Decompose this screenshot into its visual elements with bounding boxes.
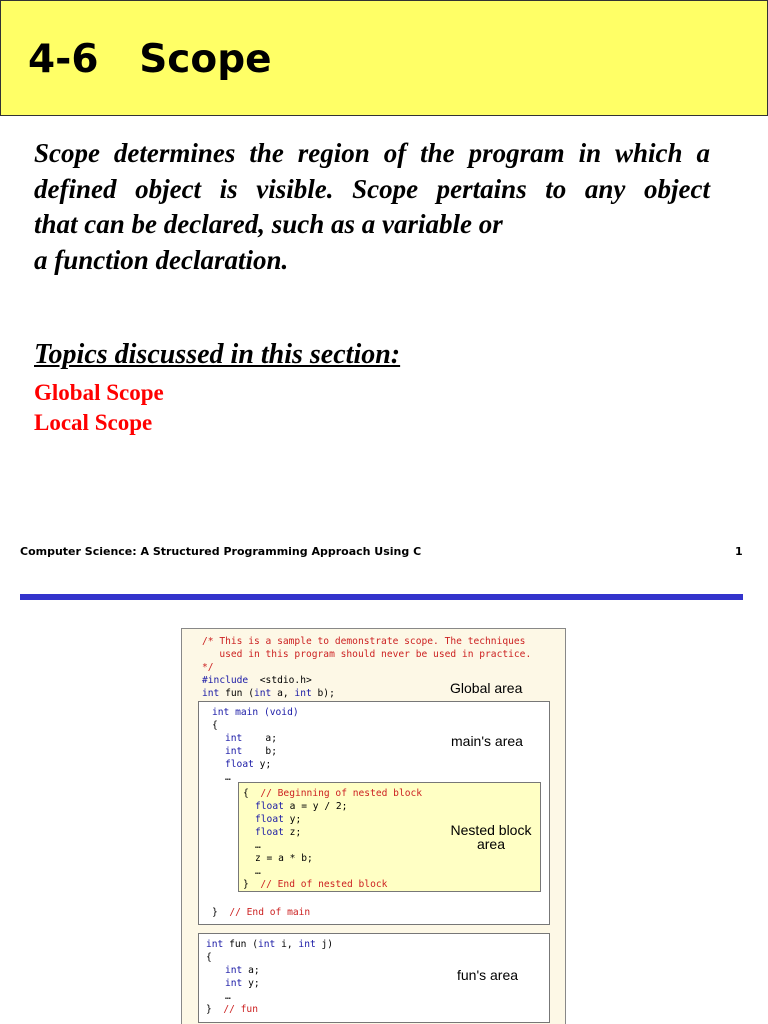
intro-line-1: Scope determines the region of the program in which a — [34, 138, 710, 168]
code-token: int — [225, 733, 243, 744]
divider-rule — [20, 594, 743, 600]
code-prototype-line — [202, 687, 335, 700]
code-token: } — [206, 1004, 212, 1015]
code-token: float — [255, 827, 284, 838]
code-token: y; — [253, 759, 272, 770]
scope-figure — [181, 628, 566, 1024]
global-area-label: Global area — [450, 680, 523, 696]
intro-line-4: a function declaration. — [34, 244, 289, 275]
code-token: } — [243, 879, 249, 890]
fun-area-label: fun's area — [457, 967, 519, 983]
code-token: fun ( — [223, 939, 258, 950]
code-token: a = y / 2; — [283, 801, 348, 812]
code-token: int — [206, 939, 224, 950]
code-main-signature: int main (void) — [212, 707, 299, 718]
code-token: fun ( — [219, 688, 254, 699]
footer-book-title: Computer Science: A Structured Programming Approach Using C — [20, 545, 422, 558]
code-token: j) — [315, 939, 334, 950]
topic-local-scope: Local Scope — [34, 410, 153, 435]
code-fun-signature — [206, 938, 333, 951]
code-nested-ellipsis-2: … — [255, 866, 261, 877]
code-main-int-b — [225, 745, 277, 758]
code-comment-line-3: */ — [202, 662, 214, 673]
code-nested-float-y — [255, 813, 301, 826]
intro-line-3: that can be declared, such as a variable or — [34, 209, 503, 239]
code-token: } — [212, 907, 218, 918]
code-token: #include — [202, 675, 249, 686]
slide-title: 4-6 Scope — [28, 37, 272, 82]
code-token: int — [225, 965, 243, 976]
code-fun-close — [206, 1003, 258, 1016]
footer-page-number: 1 — [735, 545, 743, 558]
code-comment-line-2: used in this program should never be used in practice. — [202, 649, 532, 660]
topic-global-scope: Global Scope — [34, 380, 164, 405]
main-area-label: main's area — [451, 733, 523, 749]
code-nested-open — [243, 787, 422, 800]
fun-area-box — [198, 933, 550, 1023]
code-token: int — [202, 688, 220, 699]
code-token: a, — [271, 688, 295, 699]
code-main-close — [212, 906, 310, 919]
code-nested-ellipsis-1: … — [255, 840, 261, 851]
code-comment-line-1: /* This is a sample to demonstrate scope. The techniques — [202, 636, 526, 647]
code-nested-close — [243, 878, 387, 891]
code-token: int — [253, 688, 272, 699]
code-token: b); — [311, 688, 335, 699]
code-token: int — [225, 746, 243, 757]
code-token: int — [225, 978, 243, 989]
code-token: int — [298, 939, 316, 950]
code-token: // fun — [211, 1004, 258, 1015]
code-fun-int-a — [225, 964, 260, 977]
code-token: b; — [242, 746, 277, 757]
code-nested-assignment: z = a * b; — [255, 853, 313, 864]
code-token: float — [225, 759, 254, 770]
code-token: // End of nested block — [248, 879, 388, 890]
code-token: a; — [242, 733, 277, 744]
code-fun-open-brace: { — [206, 952, 212, 963]
code-token: <stdio.h> — [248, 675, 312, 686]
main-area-box — [198, 701, 550, 925]
code-include-line — [202, 674, 312, 687]
code-token: // End of main — [217, 907, 311, 918]
code-token: z; — [283, 827, 302, 838]
code-fun-ellipsis: … — [225, 991, 231, 1002]
code-token: i, — [275, 939, 299, 950]
code-token: int — [257, 939, 276, 950]
code-nested-float-z — [255, 826, 301, 839]
code-nested-float-a — [255, 800, 347, 813]
intro-paragraph — [34, 136, 710, 278]
code-token: y; — [242, 978, 260, 989]
code-token: // Beginning of nested block — [248, 788, 423, 799]
code-token: y; — [283, 814, 302, 825]
code-token: float — [255, 814, 284, 825]
code-main-float-y — [225, 758, 271, 771]
topics-heading: Topics discussed in this section: — [34, 339, 401, 370]
nested-area-label — [443, 823, 539, 851]
code-main-int-a — [225, 732, 277, 745]
nested-area-label-line-1: Nested block — [450, 822, 532, 838]
code-token: a; — [242, 965, 260, 976]
code-main-ellipsis: … — [225, 772, 231, 783]
code-token: int — [294, 688, 312, 699]
code-token: { — [243, 788, 249, 799]
nested-area-label-line-2: area — [476, 836, 506, 852]
title-bar — [0, 0, 768, 116]
intro-line-2: defined object is visible. Scope pertains to any object — [34, 173, 710, 204]
code-token: float — [255, 801, 284, 812]
code-main-open-brace: { — [212, 720, 218, 731]
nested-block-box — [238, 782, 541, 892]
code-fun-int-y — [225, 977, 260, 990]
